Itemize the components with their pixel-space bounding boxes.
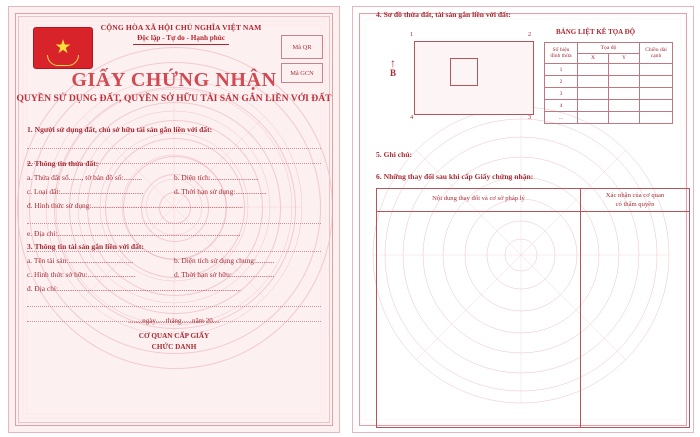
signature-date: ........ngày......tháng......năm 20.... <box>128 317 220 325</box>
table-row <box>545 88 673 100</box>
coord-header-0: Số hiệu đỉnh thửa <box>545 43 578 64</box>
coord-cell-len <box>640 100 673 112</box>
coord-header-2: Chiều dài cạnh <box>640 43 673 64</box>
parcel-building-outline <box>450 58 478 86</box>
header-rule <box>133 44 229 45</box>
section-5-heading: 5. Ghi chú: <box>376 150 413 159</box>
coord-cell-x <box>578 112 609 124</box>
coord-cell-x <box>578 100 609 112</box>
coord-cell-x <box>578 76 609 88</box>
section-3-item-a: a. Tên tài sản:................................... <box>27 256 133 265</box>
section-2-item-d: d. Thời hạn sử dụng:................. <box>174 187 267 196</box>
section-2-item-dd: đ. Hình thức sử dụng:.................................................................................. <box>27 201 243 210</box>
coord-cell-y <box>609 100 640 112</box>
coord-subheader-y: Y <box>609 53 640 64</box>
national-header <box>81 23 281 45</box>
coord-header-1: Tọa độ <box>578 43 640 54</box>
table-row <box>545 76 673 88</box>
section-4-heading: 4. Sơ đồ thửa đất, tài sản gắn liền với đất: <box>376 10 511 19</box>
table-row <box>545 100 673 112</box>
north-arrow <box>386 58 400 78</box>
section-2-heading: 2. Thông tin thửa đất: <box>27 159 99 168</box>
diagram-corner-1: 1 <box>410 31 414 38</box>
coord-cell-len <box>640 112 673 124</box>
coord-subheader-x: X <box>578 53 609 64</box>
gear-icon <box>47 55 79 66</box>
coord-cell-len <box>640 76 673 88</box>
section-3-item-c: c. Hình thức sở hữu:.......................... <box>27 270 136 279</box>
section-2-item-c: c. Loại đất:............................................. <box>27 187 144 196</box>
section-2 <box>27 159 321 252</box>
coord-cell-id: 1 <box>545 64 578 76</box>
left-certificate-page <box>8 6 340 433</box>
coord-cell-y <box>609 76 640 88</box>
changes-table-divider <box>580 189 581 427</box>
qr-code-box: Mã QR <box>281 35 323 59</box>
signature-position: CHỨC DANH <box>151 343 197 351</box>
coord-cell-id: 3 <box>545 88 578 100</box>
section-6-heading: 6. Những thay đổi sau khi cấp Giấy chứng nhận: <box>376 172 534 181</box>
coord-cell-x <box>578 88 609 100</box>
arrow-up-icon: ↑ <box>390 56 396 70</box>
coord-table-title: BẢNG LIỆT KÊ TỌA ĐỘ <box>556 28 636 36</box>
section-2-item-a: a. Thửa đất số......., tờ bản đồ số:.......... <box>27 173 142 182</box>
coord-cell-x <box>578 64 609 76</box>
changes-col-right-line1: Xác nhận của cơ quan <box>605 192 665 199</box>
diagram-corner-4: 4 <box>410 114 414 121</box>
certificate-subtitle: QUYỀN SỬ DỤNG ĐẤT, QUYỀN SỞ HỮU TÀI SẢN GẮN LIỀN VỚI ĐẤT <box>16 93 332 104</box>
coord-cell-id: 4 <box>545 100 578 112</box>
changes-col-left-header: Nội dung thay đổi và cơ sở pháp lý <box>432 195 525 202</box>
parcel-diagram <box>414 41 534 115</box>
coordinate-table <box>544 42 673 124</box>
section-3-item-d: d. Thời hạn sở hữu:....................... <box>174 270 275 279</box>
changes-col-right-line2: có thẩm quyền <box>615 201 655 208</box>
coord-cell-len <box>640 64 673 76</box>
section-3-heading: 3. Thông tin tài sản gắn liền với đất: <box>27 242 144 251</box>
section-3 <box>27 242 321 322</box>
star-icon: ★ <box>54 37 72 59</box>
certificate-title: GIẤY CHỨNG NHẬN <box>71 69 277 91</box>
gcn-code-box: Mã GCN <box>281 63 323 83</box>
table-row <box>545 64 673 76</box>
signature-block <box>9 317 339 353</box>
coord-cell-id: ... <box>545 112 578 124</box>
country-motto: Độc lập - Tự do - Hạnh phúc <box>137 34 225 42</box>
diagram-corner-3: 3 <box>528 114 532 121</box>
section-2-item-e: e. Địa chỉ:................................................................................................... <box>27 229 241 238</box>
section-2-item-b: b. Diện tích:.......................... <box>174 173 259 182</box>
coord-cell-id: 2 <box>545 76 578 88</box>
changes-col-right-header <box>581 191 689 209</box>
coord-cell-y <box>609 64 640 76</box>
table-row <box>545 112 673 124</box>
diagram-corner-2: 2 <box>528 31 532 38</box>
section-3-item-b: b. Diện tích sử dụng chung:.......... <box>174 256 275 265</box>
coord-cell-len <box>640 88 673 100</box>
country-name: CỘNG HÒA XÃ HỘI CHỦ NGHĨA VIỆT NAM <box>100 23 262 32</box>
section-3-item-dd: đ. Địa chỉ:................................................................................................... <box>27 284 241 293</box>
changes-table <box>376 188 690 428</box>
coord-cell-y <box>609 112 640 124</box>
section-1-heading: 1. Người sử dụng đất, chủ sở hữu tài sản gắn liền với đất: <box>27 125 213 134</box>
signature-authority: CƠ QUAN CẤP GIẤY <box>138 332 210 340</box>
north-label: B <box>389 68 396 78</box>
coord-cell-y <box>609 88 640 100</box>
